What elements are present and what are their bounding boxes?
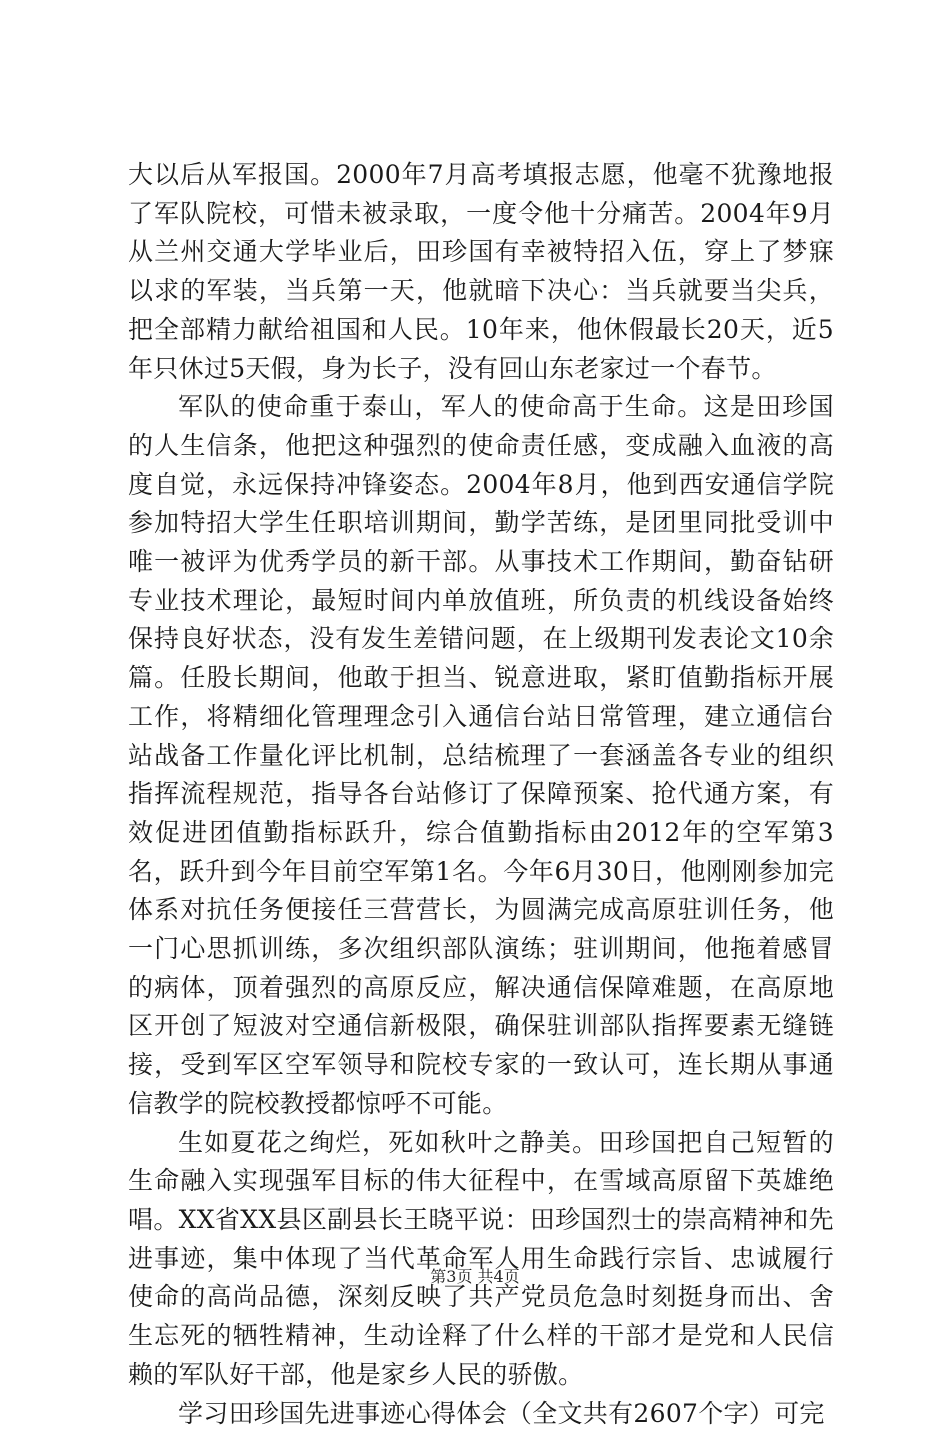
paragraph-1: 大以后从军报国。2000年7月高考填报志愿，他毫不犹豫地报了军队院校，可惜未被录取，一度令他十分痛苦。2004年9月从兰州交通大学毕业后，田珍国有幸被特招入伍，穿上了梦寐以求的军装，当兵第一天，他就暗下决心：当兵就要当尖兵，把全部精力献给祖国和人民。10年来，他休假最长20天，近5年只休过5天假，身为长子，没有回山东老家过一个春节。 (128, 156, 834, 388)
paragraph-3: 生如夏花之绚烂，死如秋叶之静美。田珍国把自己短暂的生命融入实现强军目标的伟大征程中，在雪域高原留下英雄绝唱。XX省XX县区副县长王晓平说：田珍国烈士的崇高精神和先进事迹，集中体现了当代革命军人用生命践行宗旨、忠诚履行使命的高尚品德，深刻反映了共产党员危急时刻挺身而出、舍生忘死的牺牲精神，生动诠释了什么样的干部才是党和人民信赖的军队好干部，他是家乡人民的骄傲。 (128, 1124, 834, 1395)
paragraph-4: 学习田珍国先进事迹心得体会（全文共有2607个字）可完 (128, 1395, 834, 1433)
page-number-label: 第3页 共4页 (430, 1267, 519, 1286)
document-body (128, 156, 834, 1433)
paragraph-2: 军队的使命重于泰山，军人的使命高于生命。这是田珍国的人生信条，他把这种强烈的使命责任感，变成融入血液的高度自觉，永远保持冲锋姿态。2004年8月，他到西安通信学院参加特招大学生任职培训期间，勤学苦练，是团里同批受训中唯一被评为优秀学员的新干部。从事技术工作期间，勤奋钻研专业技术理论，最短时间内单放值班，所负责的机线设备始终保持良好状态，没有发生差错问题，在上级期刊发表论文10余篇。任股长期间，他敢于担当、锐意进取，紧盯值勤指标开展工作，将精细化管理理念引入通信台站日常管理，建立通信台站战备工作量化评比机制，总结梳理了一套涵盖各专业的组织指挥流程规范，指导各台站修订了保障预案、抢代通方案，有效促进团值勤指标跃升，综合值勤指标由2012年的空军第3名，跃升到今年目前空军第1名。今年6月30日，他刚刚参加完体系对抗任务便接任三营营长，为圆满完成高原驻训任务，他一门心思抓训练，多次组织部队演练；驻训期间，他拖着感冒的病体，顶着强烈的高原反应，解决通信保障难题，在高原地区开创了短波对空通信新极限，确保驻训部队指挥要素无缝链接，受到军区空军领导和院校专家的一致认可，连长期从事通信教学的院校教授都惊呼不可能。 (128, 388, 834, 1123)
page-footer (0, 1267, 950, 1287)
